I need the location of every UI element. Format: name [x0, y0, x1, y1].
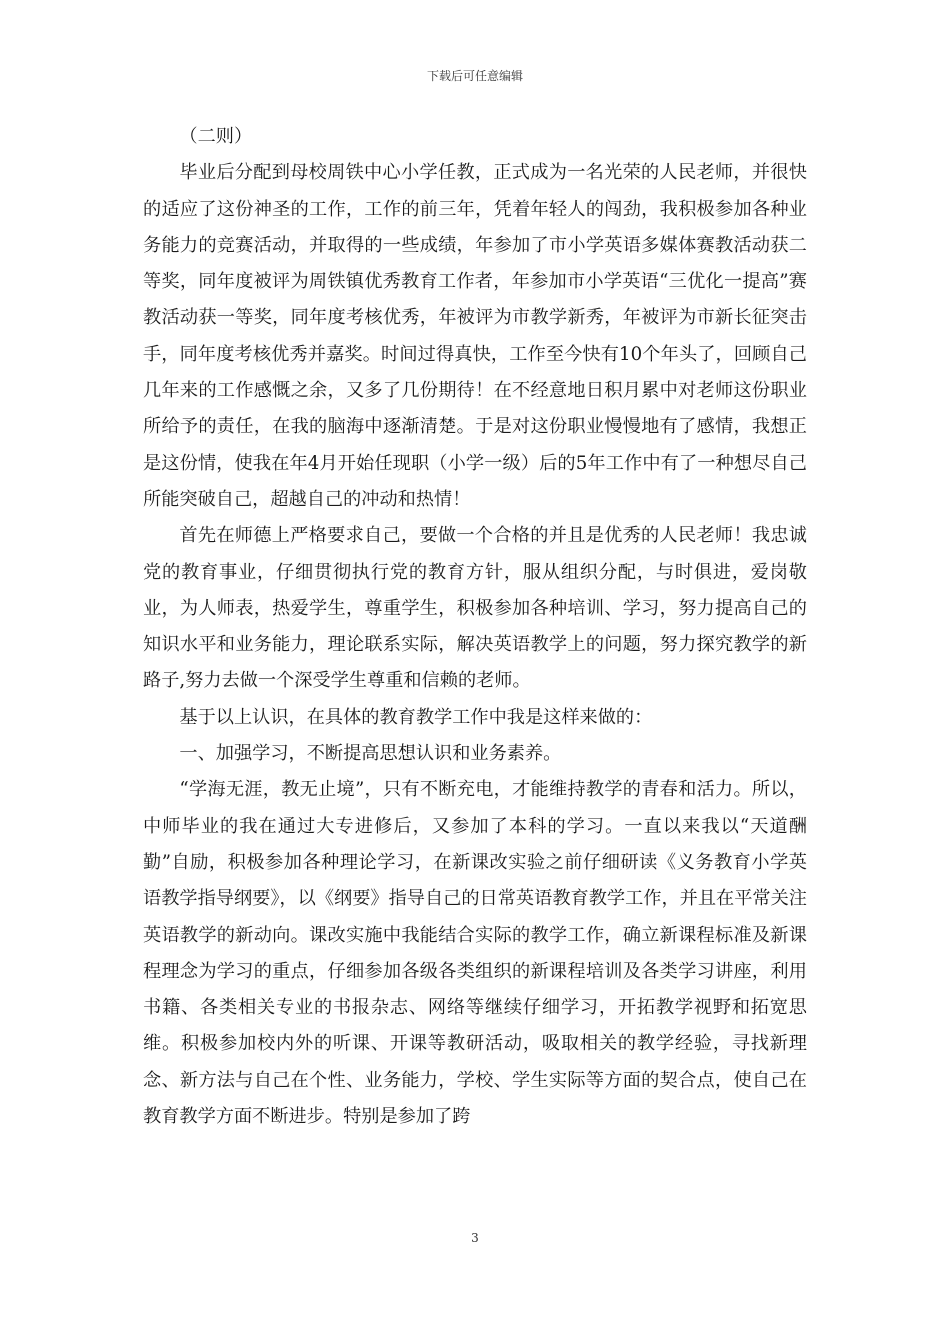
paragraph-learning: “学海无涯，教无止境”，只有不断充电，才能维持教学的青春和活力。所以，中师毕业的我在通过大专进修后，又参加了本科的学习。一直以来我以“天道酬勤”自励，积极参加各种理论学习，在新课改实验之前仔细研读《义务教育小学英语教学指导纲要》，以《纲要》指导自己的日常英语教育教学工作，并且在平常关注英语教学的新动向。课改实施中我能结合实际的教学工作，确立新课程标准及新课程理念为学习的重点，仔细参加各级各类组织的新课程培训及各类学习讲座，利用书籍、各类相关专业的书报杂志、网络等继续仔细学习，开拓教学视野和拓宽思维。积极参加校内外的听课、开课等教研活动，吸取相关的教学经验，寻找新理念、新方法与自己在个性、业务能力，学校、学生实际等方面的契合点，使自己在教育教学方面不断进步。特别是参加了跨: [143, 779, 807, 1128]
document-body: [143, 119, 807, 1135]
page-number: 3: [471, 1231, 479, 1245]
heading-section-one: 一、加强学习，不断提高思想认识和业务素养。: [179, 743, 562, 765]
section-title: （二则）: [179, 126, 253, 147]
paragraph-basis: 基于以上认识，在具体的教育教学工作中我是这样来做的：: [179, 706, 653, 728]
page-header: 下载后可任意编辑: [426, 69, 523, 83]
paragraph-intro: 毕业后分配到母校周铁中心小学任教，正式成为一名光荣的人民老师，并很快的适应了这份神圣的工作，工作的前三年，凭着年轻人的闯劲，我积极参加各种业务能力的竞赛活动，并取得的一些成绩，年参加了市小学英语多媒体赛教活动获二等奖，同年度被评为周铁镇优秀教育工作者，年参加市小学英语“三优化一提高”赛教活动获一等奖，同年度考核优秀，年被评为市教学新秀，年被评为市新长征突击手，同年度考核优秀并嘉奖。时间过得真快，工作至今快有10个年头了，回顾自己几年来的工作感慨之余，又多了几份期待！在不经意地日积月累中对老师这份职业所给予的责任，在我的脑海中逐渐清楚。于是对这份职业慢慢地有了感情，我想正是这份情，使我在年4月开始任现职（小学一级）后的5年工作中有了一种想尽自己所能突破自己，超越自己的冲动和热情！: [143, 162, 807, 510]
paragraph-ethics: 首先在师德上严格要求自己，要做一个合格的并且是优秀的人民老师！我忠诚党的教育事业，仔细贯彻执行党的教育方针，服从组织分配，与时俱进，爱岗敬业，为人师表，热爱学生，尊重学生，积极参加各种培训、学习，努力提高自己的知识水平和业务能力，理论联系实际，解决英语教学上的问题，努力探究教学的新路子,努力去做一个深受学生尊重和信赖的老师。: [143, 525, 807, 692]
